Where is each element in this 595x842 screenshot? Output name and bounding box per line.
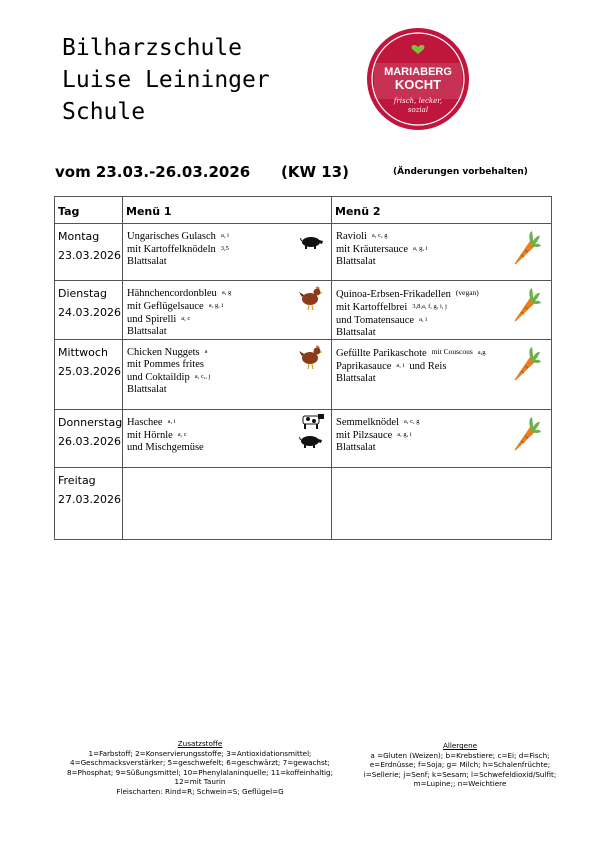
allergen-codes: a, i xyxy=(220,232,229,239)
day-cell xyxy=(55,468,123,540)
dish-text: Ungarisches Gulasch xyxy=(127,231,216,242)
day-name: Donnerstag xyxy=(58,416,123,429)
day-name: Freitag xyxy=(58,474,96,487)
menu-2-cell xyxy=(332,281,552,340)
dish-text: Blattsalat xyxy=(336,256,376,267)
menu-1-cell xyxy=(123,468,332,540)
meat-types-line: Fleischarten: Rind=R; Schwein=S; Geflügel=G xyxy=(116,786,284,796)
dish-description xyxy=(332,468,551,474)
dish-text: und Mischgemüse xyxy=(127,442,204,453)
dish-text: Quinoa-Erbsen-Frikadellen xyxy=(336,289,451,300)
dish-text: und Coktaildip xyxy=(127,372,190,383)
menu-1-cell xyxy=(123,340,332,410)
calendar-week: (KW 13) xyxy=(281,163,349,181)
header-day: Tag xyxy=(55,197,123,224)
menu-1-cell xyxy=(123,224,332,281)
additives-line: 12=mit Taurin xyxy=(174,777,226,786)
dish-text: Hähnchencordonbleu xyxy=(127,288,217,299)
dish-line xyxy=(127,230,327,243)
dish-line xyxy=(127,442,327,454)
changes-note: (Änderungen vorbehalten) xyxy=(393,167,528,177)
additives-line: 1=Farbstoff; 2=Konservierungsstoffe; 3=Antioxidationsmittel; xyxy=(88,748,312,758)
day-cell xyxy=(55,340,123,410)
dish-text: Blattsalat xyxy=(336,327,376,338)
chicken-icon xyxy=(299,285,323,315)
allergen-codes: a, c, g xyxy=(404,418,420,425)
allergen-codes: a, c, g xyxy=(371,232,388,239)
allergen-codes: a, c xyxy=(181,315,191,322)
date-range: vom 23.03.-26.03.2026 xyxy=(55,163,251,181)
menu-2-cell xyxy=(332,340,552,410)
carrot-icon xyxy=(511,230,541,270)
school-name-line-1: Bilharzschule xyxy=(62,35,243,61)
allergens-line: m=Lupine;; n=Weichtiere xyxy=(413,779,507,788)
week-header xyxy=(55,163,555,183)
school-name-line-3: Schule xyxy=(62,99,146,125)
logo-tagline-1: frisch, lecker, xyxy=(393,97,443,105)
day-date: 24.03.2026 xyxy=(58,306,121,319)
dish-text: Gefüllte Parikaschote xyxy=(336,348,427,359)
dish-text: Blattsalat xyxy=(127,256,167,267)
day-cell xyxy=(55,281,123,340)
table-row xyxy=(55,410,552,468)
allergen-codes: 3,5 xyxy=(220,245,229,252)
dish-text: Ravioli xyxy=(336,231,367,242)
carrot-icon xyxy=(511,287,541,327)
allergens-line: a =Gluten (Weizen); b=Krebstiere; c=Ei; d=Fisch; xyxy=(370,750,550,760)
logo-text-1: MARIABERG xyxy=(384,66,452,78)
dish-text: Blattsalat xyxy=(336,373,376,384)
dish-text: Chicken Nuggets xyxy=(127,347,200,358)
dish-line xyxy=(127,359,327,371)
day-date: 25.03.2026 xyxy=(58,365,121,378)
dish-line xyxy=(127,243,327,256)
menu-table xyxy=(54,196,552,540)
logo-text-2: KOCHT xyxy=(394,77,442,92)
dish-note: mit Couscous xyxy=(431,347,473,356)
dish-line xyxy=(127,256,327,268)
allergen-codes: a, g xyxy=(221,289,232,296)
day-name: Dienstag xyxy=(58,287,108,300)
allergen-codes: a, i xyxy=(396,362,405,369)
dish-line xyxy=(127,346,327,359)
table-header-row xyxy=(55,197,552,224)
dish-line xyxy=(127,313,327,326)
menu-1-cell xyxy=(123,410,332,468)
pig-icon xyxy=(299,234,323,253)
day-cell xyxy=(55,224,123,281)
day-date: 26.03.2026 xyxy=(58,435,121,448)
table-row xyxy=(55,281,552,340)
dish-text: Haschee xyxy=(127,417,163,428)
dish-text: Blattsalat xyxy=(127,326,167,337)
additives-legend xyxy=(54,739,346,796)
dish-text: mit Kräutersauce xyxy=(336,244,409,255)
menu-2-cell xyxy=(332,224,552,281)
allergens-legend xyxy=(360,741,560,789)
allergen-codes: a, c xyxy=(177,431,187,438)
day-name: Mittwoch xyxy=(58,346,108,359)
additives-title: Zusatzstoffe xyxy=(177,739,223,748)
dish-line xyxy=(127,429,327,442)
dish-text: mit Pilzsauce xyxy=(336,430,393,441)
menu-2-cell xyxy=(332,468,552,540)
allergen-codes: a,g xyxy=(477,349,486,356)
dish-line xyxy=(127,287,327,300)
table-row xyxy=(55,340,552,410)
dish-text: und Spirelli xyxy=(127,314,177,325)
day-date: 27.03.2026 xyxy=(58,493,121,506)
dish-text: mit Kartoffelknödeln xyxy=(127,244,216,255)
day-name: Montag xyxy=(58,230,100,243)
menu-2-cell xyxy=(332,410,552,468)
additives-line: 4=Geschmacksverstärker; 5=geschwefelt; 6=geschwärzt; 7=gewachst; xyxy=(70,758,330,767)
additives-line: 8=Phosphat; 9=Süßungsmittel; 10=Phenylalaninquelle; 11=koffeinhaltig; xyxy=(66,767,334,777)
dish-text: mit Hörnle xyxy=(127,430,173,441)
day-date: 23.03.2026 xyxy=(58,249,121,262)
allergen-codes: a, i xyxy=(167,418,176,425)
table-row xyxy=(55,468,552,540)
dish-text: Blattsalat xyxy=(336,442,376,453)
chicken-icon xyxy=(299,344,323,374)
allergen-codes: a xyxy=(204,348,208,355)
carrot-icon xyxy=(511,346,541,386)
dish-line xyxy=(127,300,327,313)
dish-text: mit Geflügelsauce xyxy=(127,301,204,312)
dish-text: Blattsalat xyxy=(127,384,167,395)
dish-text: mit Pommes frites xyxy=(127,359,204,370)
dish-note: (vegan) xyxy=(455,288,479,297)
allergen-codes: a, g, i xyxy=(413,245,428,252)
allergens-line: e=Erdnüsse; f=Soja; g= Milch; h=Schalenfrüchte; xyxy=(369,760,551,769)
school-name-line-2: Luise Leininger xyxy=(62,67,270,93)
header-menu-2: Menü 2 xyxy=(332,197,552,224)
cow-icon xyxy=(299,413,325,434)
allergen-codes: a, i xyxy=(419,316,428,323)
dish-line xyxy=(127,416,327,429)
dish-text: und Tomatensauce xyxy=(336,315,415,326)
dish-text: mit Kartoffelbrei xyxy=(336,302,408,313)
allergen-codes: a, g, i xyxy=(208,302,224,309)
allergen-codes: a, c,, j xyxy=(194,373,211,380)
dish-line xyxy=(336,327,547,339)
allergen-codes: a, g, i xyxy=(397,431,412,438)
dish-line xyxy=(127,384,327,396)
mariaberg-kocht-logo xyxy=(366,27,470,131)
header-menu-1: Menü 1 xyxy=(123,197,332,224)
allergen-codes: 3,8,a, f, g, i, j xyxy=(412,303,447,310)
table-row xyxy=(55,224,552,281)
dish-text: Paprikasauce xyxy=(336,361,392,372)
dish-line xyxy=(127,371,327,384)
logo-tagline-2: sozial xyxy=(407,106,429,114)
dish-description xyxy=(123,468,331,474)
dish-text: Semmelknödel xyxy=(336,417,399,428)
pig-icon xyxy=(298,433,322,452)
allergens-title: Allergene xyxy=(442,741,478,750)
menu-1-cell xyxy=(123,281,332,340)
day-cell xyxy=(55,410,123,468)
carrot-icon xyxy=(511,416,541,456)
allergens-line: i=Sellerie; j=Senf; k=Sesam; l=Schwefeldioxid/Sulfit; xyxy=(363,769,557,779)
dish-line xyxy=(127,326,327,338)
dish-text: und Reis xyxy=(409,361,447,372)
school-name xyxy=(62,32,270,128)
